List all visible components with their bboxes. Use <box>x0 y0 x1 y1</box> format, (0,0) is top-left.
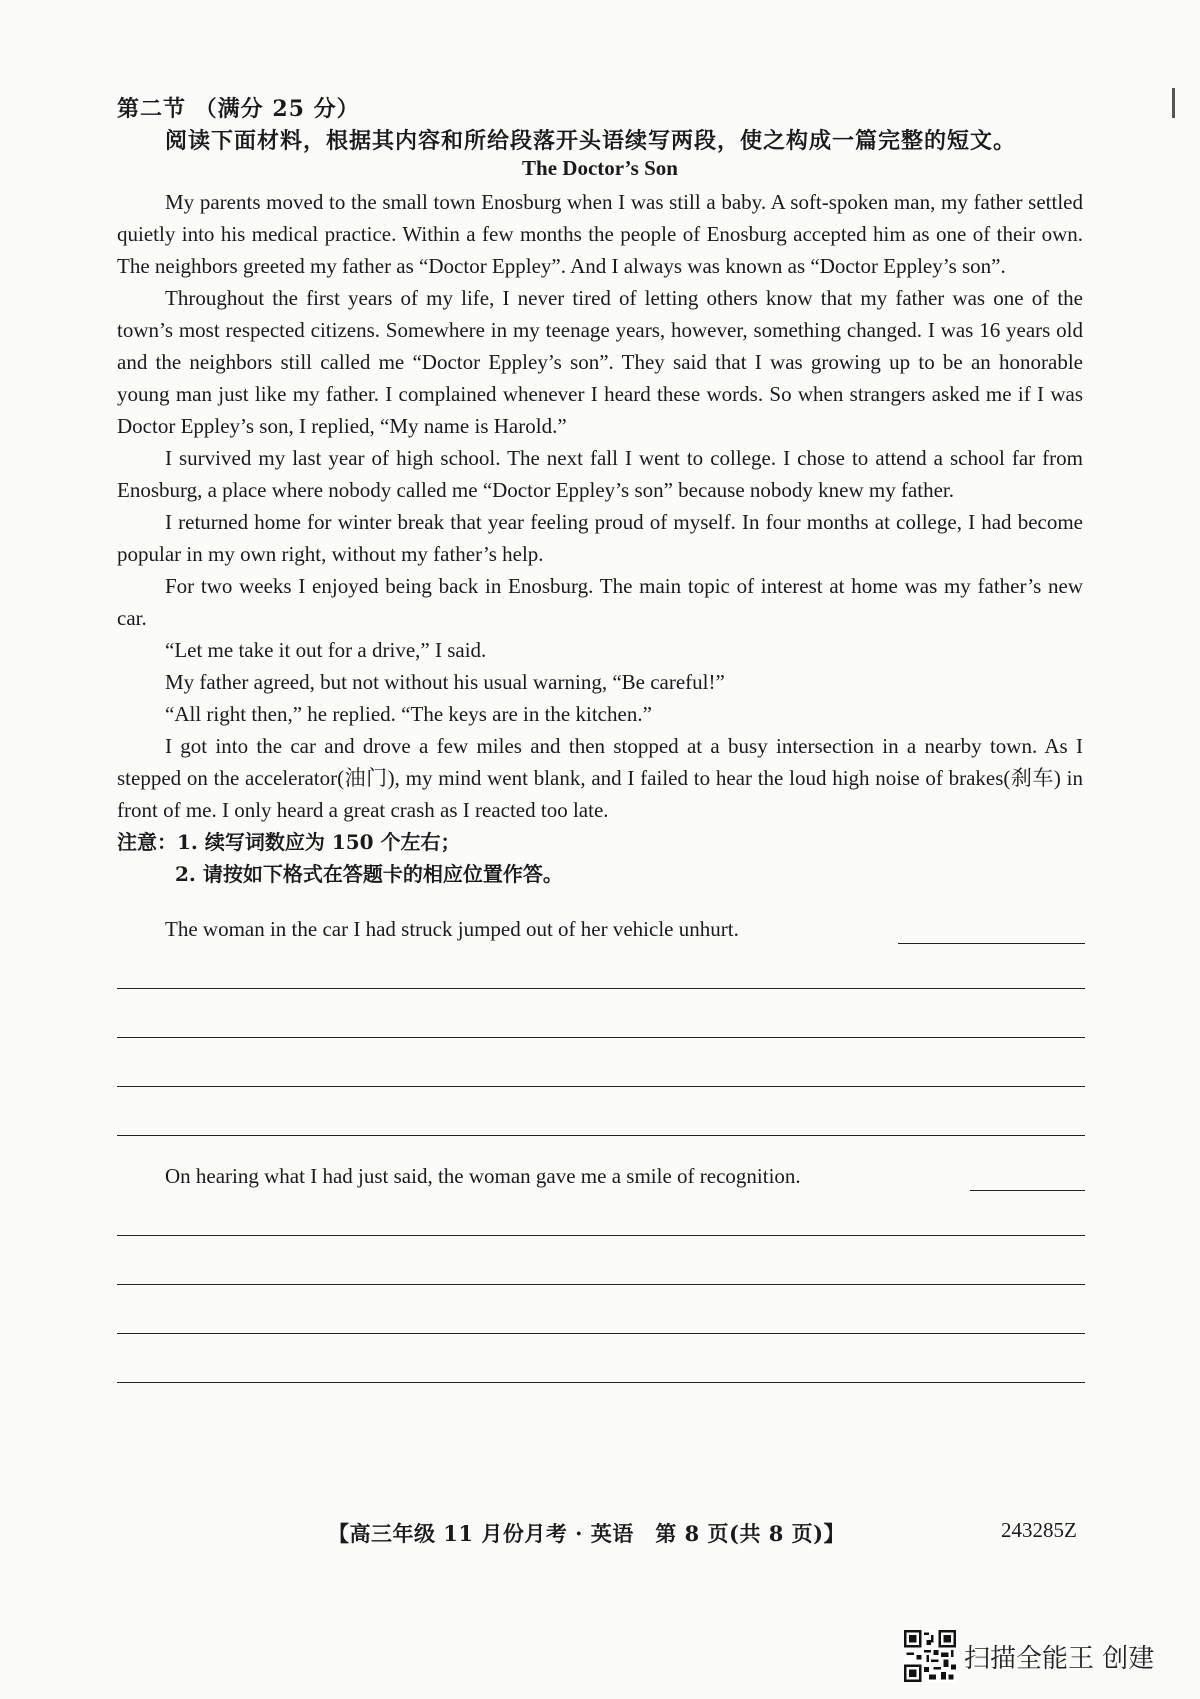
writing-line[interactable] <box>117 1235 1085 1236</box>
writing-line[interactable] <box>117 1284 1085 1285</box>
story-body <box>117 186 1083 890</box>
section-instruction: 阅读下面材料，根据其内容和所给段落开头语续写两段，使之构成一篇完整的短文。 <box>165 128 1017 154</box>
story-paragraph-5: For two weeks I enjoyed being back in Enosburg. The main topic of interest at home was my father’s new car. <box>117 574 1083 630</box>
story-paragraph-3: I survived my last year of high school. The next fall I went to college. I chose to attend a school far from Enosburg, a place where nobody called me “Doctor Eppley’s son” because nobody knew my father. <box>117 446 1083 502</box>
continuation-para2-blank[interactable] <box>970 1190 1085 1191</box>
scan-edge-mark <box>1172 88 1175 118</box>
story-paragraph-7: My father agreed, but not without his usual warning, “Be careful!” <box>165 670 725 694</box>
qr-code-icon <box>904 1630 956 1682</box>
writing-line[interactable] <box>117 1333 1085 1334</box>
scanner-watermark-label: 扫描全能王 创建 <box>964 1644 1155 1674</box>
story-paragraph-1: My parents moved to the small town Enosburg when I was still a baby. A soft-spoken man, my father settled quietly into his medical practice. Within a few months the people of Enosburg accepted him as one of their own. The neighbors greeted my father as “Doctor Eppley”. And I always was known as “Doctor Eppley’s son”. <box>117 190 1083 278</box>
writing-line[interactable] <box>117 1135 1085 1136</box>
writing-line[interactable] <box>117 1037 1085 1038</box>
continuation-para1-start: The woman in the car I had struck jumped out of her vehicle unhurt. <box>165 917 739 941</box>
footer-code: 243285Z <box>1001 1518 1077 1542</box>
story-paragraph-9: I got into the car and drove a few miles and then stopped at a busy intersection in a nearby town. As I stepped on the accelerator(油门), my mind went blank, and I failed to hear the loud high noise of brakes(刹车) in front of me. I only heard a great crash as I reacted too late. <box>117 734 1083 822</box>
story-paragraph-8: “All right then,” he replied. “The keys are in the kitchen.” <box>165 702 652 726</box>
story-paragraph-6: “Let me take it out for a drive,” I said. <box>165 638 487 662</box>
writing-line[interactable] <box>117 1086 1085 1087</box>
continuation-para1-blank[interactable] <box>898 943 1085 944</box>
writing-line[interactable] <box>117 1382 1085 1383</box>
story-title: The Doctor’s Son <box>522 156 678 180</box>
section-title: 第二节 （满分 25 分） <box>117 96 360 122</box>
continuation-para2-start: On hearing what I had just said, the woman gave me a smile of recognition. <box>165 1164 801 1188</box>
story-paragraph-2: Throughout the first years of my life, I never tired of letting others know that my father was one of the town’s most respected citizens. Somewhere in my teenage years, however, something changed. I was 16 years old and the neighbors still called me “Doctor Eppley’s son”. They said that I was growing up to be an honorable young man just like my father. I complained whenever I heard these words. So when strangers asked me if I was Doctor Eppley’s son, I replied, “My name is Harold.” <box>117 286 1083 438</box>
notes-heading: 注意：1. 续写词数应为 150 个左右； <box>117 830 461 854</box>
writing-line[interactable] <box>117 988 1085 989</box>
footer-title: 【高三年级 11 月份月考 · 英语 第 8 页(共 8 页)】 <box>328 1521 846 1546</box>
story-paragraph-4: I returned home for winter break that year feeling proud of myself. In four months at college, I had become popular in my own right, without my father’s help. <box>117 510 1083 566</box>
notes-item-2: 2. 请按如下格式在答题卡的相应位置作答。 <box>175 862 563 886</box>
